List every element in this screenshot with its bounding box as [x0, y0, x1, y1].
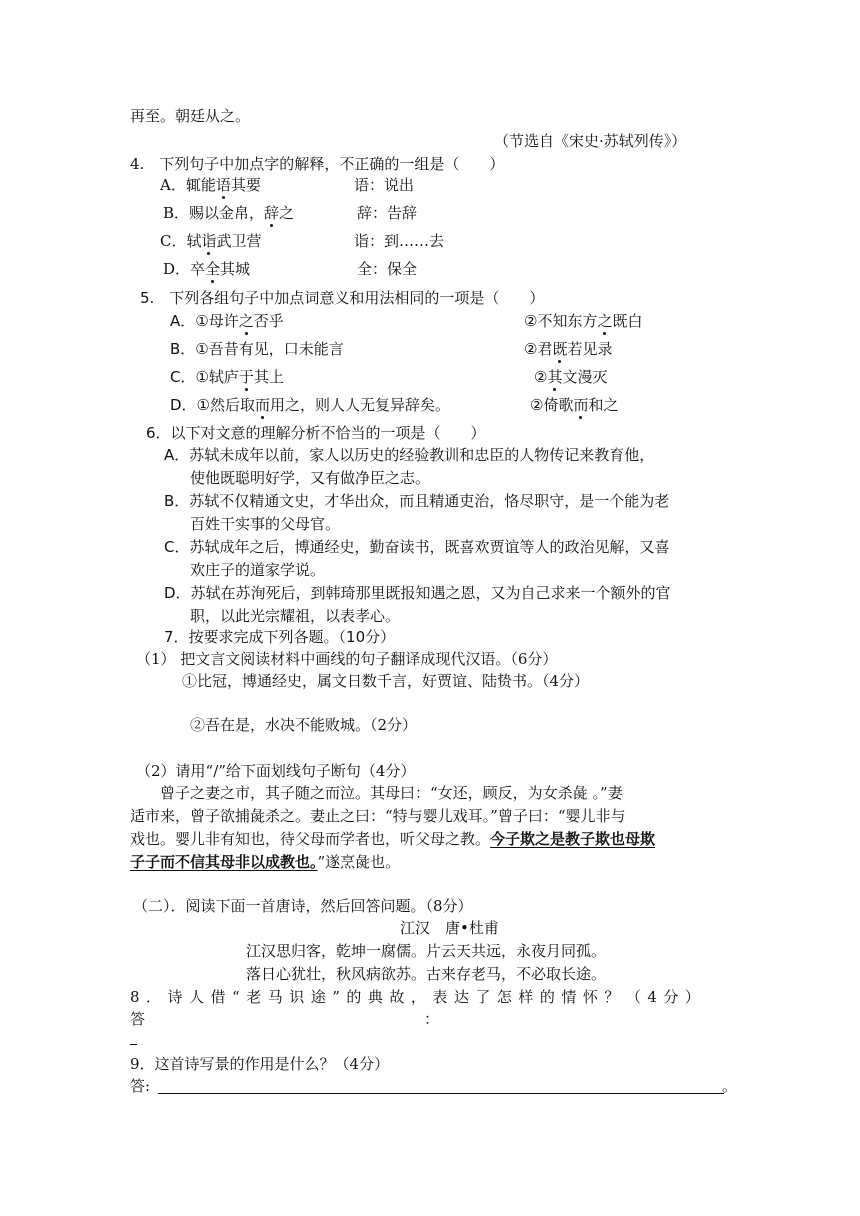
q6-option-d-cont: 职，以此光宗耀祖，以表孝心。 — [190, 607, 401, 625]
dotted-char: 之 — [238, 312, 254, 330]
dotted-char: 全 — [205, 260, 221, 278]
q5-option-a-2: ②不知东方之既白 — [524, 312, 643, 330]
q8-answer-colon: ： — [424, 1010, 440, 1028]
dotted-char: 其 — [547, 368, 563, 386]
q7-paragraph-line-2: 适市来，曾子欲捕彘杀之。妻止之曰：“特与婴儿戏耳。”曾子曰：“婴儿非与 — [130, 807, 626, 825]
q7-paragraph-line-4: 子子而不信其母非以成教也。”遂烹彘也。 — [130, 853, 401, 871]
q7-stem: 7．按要求完成下列各题。（10分） — [164, 628, 396, 646]
q5-option-c-2: ②其文漫灭 — [534, 368, 608, 386]
q6-option-a-cont: 使他既聪明好学，又有做净臣之志。 — [190, 469, 431, 487]
q6-option-a: A．苏轼未成年以前，家人以历史的经验教训和忠臣的人物传记来教育他， — [164, 446, 655, 464]
q5-option-b-2: ②君既若见录 — [524, 340, 613, 358]
q9-end-mark: 。 — [722, 1077, 738, 1095]
dotted-char: 辞 — [264, 204, 280, 222]
q7-paragraph-line-3: 戏也。婴儿非有知也，待父母而学者也，听父母之教。今子欺之是教子欺也母欺 — [130, 830, 656, 848]
q4-option-b: B．赐以金帛，辞之 — [163, 204, 295, 222]
q8-answer-label: 答 — [130, 1010, 146, 1028]
dotted-char: 之 — [597, 312, 613, 330]
underlined-sentence: 今子欺之是教子欺也母欺 — [490, 830, 656, 848]
q7-part1-stem: （1） 把文言文阅读材料中画线的句子翻译成现代汉语。（6分） — [136, 650, 558, 668]
q8-answer-line[interactable] — [130, 1044, 137, 1045]
q6-option-c: C．苏轼成年之后，博通经史，勤奋读书，既喜欢贾谊等人的政治见解，又喜 — [164, 538, 670, 556]
q4-gloss-c: 诣：到……去 — [354, 232, 445, 250]
q9-answer-line[interactable] — [158, 1093, 724, 1094]
section2-stem: （二）．阅读下面一首唐诗，然后回答问题。（8分） — [133, 897, 473, 915]
q5-option-b-1: B．①吾昔有见，口未能言 — [170, 340, 344, 358]
underlined-sentence: 子子而不信其母非以成教也。 — [130, 853, 318, 871]
q7-sentence-1: ①比冠，博通经史，属文日数千言，好贾谊、陆贽书。（4分） — [182, 672, 590, 690]
q5-stem: 5. 下列各组句子中加点词意义和用法相同的一项是（ ） — [140, 289, 545, 307]
q4-gloss-a: 语：说出 — [354, 176, 415, 194]
q7-sentence-2: ②吾在是，水决不能败城。（2分） — [190, 716, 418, 734]
q6-option-b-cont: 百姓干实事的父母官。 — [190, 515, 341, 533]
q5-option-a-1: A．①母许之否乎 — [170, 312, 284, 330]
q4-option-c: C．轼诣武卫营 — [160, 232, 262, 250]
q5-option-d-1: D．①然后取而用之，则人人无复异辞矣。 — [170, 396, 451, 414]
dotted-char: 语 — [215, 176, 231, 194]
q8-stem: 8．诗人借“老马识途”的典故，表达了怎样的情怀？（4分） — [130, 988, 707, 1006]
poem-line-2: 落日心犹壮，秋风病欲苏。古来存老马，不必取长途。 — [246, 965, 607, 983]
q6-option-b: B．苏轼不仅精通文史，才华出众，而且精通吏治，恪尽职守，是一个能为老 — [164, 492, 670, 510]
q5-option-d-2: ②倚歌而和之 — [530, 396, 619, 414]
q4-gloss-d: 全：保全 — [357, 260, 418, 278]
dotted-char: 既 — [552, 340, 568, 358]
poem-title: 江汉 唐•杜甫 — [400, 919, 499, 937]
q9-answer-label: 答: — [130, 1077, 151, 1095]
dotted-char: 而 — [255, 396, 271, 414]
q4-option-d: D．卒全其城 — [163, 260, 251, 278]
q4-gloss-b: 辞：告辞 — [357, 204, 418, 222]
poem-line-1: 江汉思归客，乾坤一腐儒。片云天共远，永夜月同孤。 — [246, 942, 607, 960]
q4-stem: 4. 下列句子中加点字的解释，不正确的一组是（ ） — [130, 155, 505, 173]
q6-option-c-cont: 欢庄子的道家学说。 — [190, 561, 326, 579]
q4-option-a: A．辄能语其要 — [160, 176, 261, 194]
dotted-char: 而 — [573, 396, 589, 414]
dotted-char: 于 — [238, 368, 254, 386]
dotted-char: 诣 — [201, 232, 217, 250]
q6-option-d: D．苏轼在苏洵死后，到韩琦那里既报知遇之恩，又为自己求来一个额外的官 — [164, 584, 671, 602]
q5-option-c-1: C．①轼庐于其上 — [170, 368, 284, 386]
q6-stem: 6．以下对文意的理解分析不恰当的一项是（ ） — [146, 424, 486, 442]
q7-part2-stem: （2）请用“/”给下面划线句子断句（4分） — [136, 762, 416, 780]
passage-tail: 再至。朝廷从之。 — [130, 107, 251, 125]
passage-source: （节选自《宋史·苏轼列传》） — [494, 132, 687, 150]
q9-stem: 9．这首诗写景的作用是什么？（4分） — [130, 1055, 390, 1073]
q7-paragraph-line-1: 曾子之妻之市，其子随之而泣。其母曰：“女还，顾反，为女杀彘 。”妻 — [160, 784, 623, 802]
